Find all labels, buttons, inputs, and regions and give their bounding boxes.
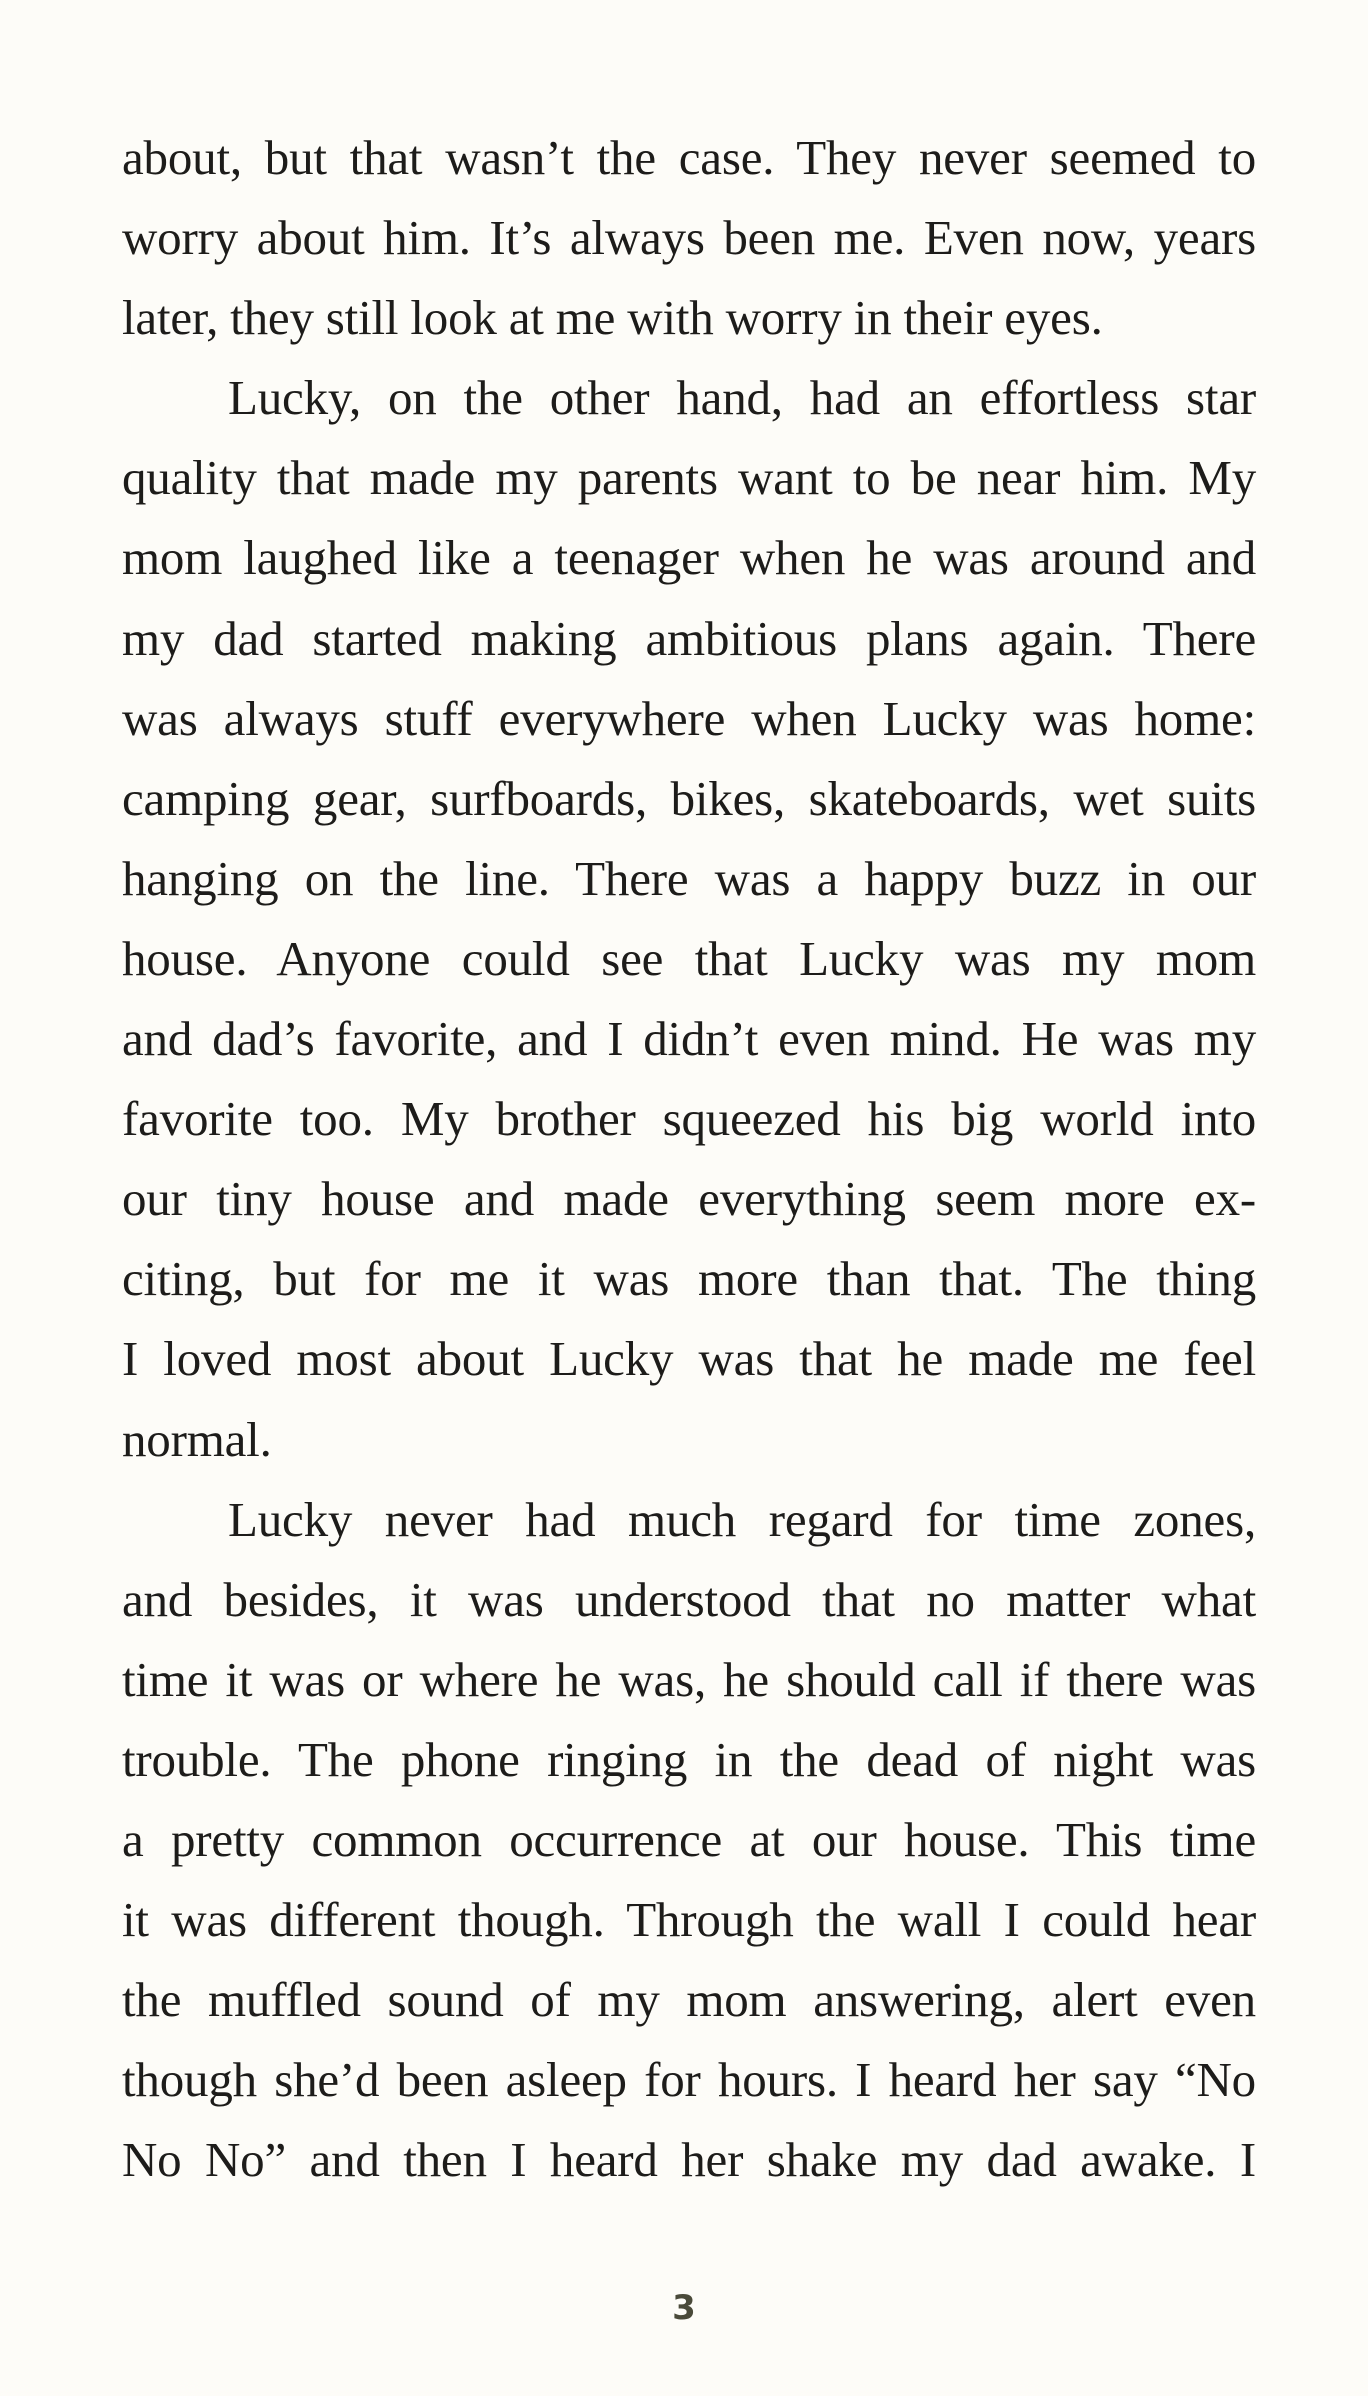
text-line: No No” and then I heard her shake my dad awake. I (122, 2132, 1256, 2188)
text-line: later, they still look at me with worry in their eyes. (122, 290, 1103, 346)
text-line: I loved most about Lucky was that he made me feel (122, 1331, 1256, 1387)
text-line: and besides, it was understood that no matter what (122, 1571, 1256, 1627)
text-line: was always stuff everywhere when Lucky was home: (122, 690, 1256, 746)
text-line: camping gear, surfboards, bikes, skateboards, wet suits (122, 770, 1256, 826)
text-line: time it was or where he was, he should call if there was (122, 1651, 1256, 1707)
body-text (122, 118, 1256, 2200)
text-line: it was different though. Through the wall I could hear (122, 1892, 1256, 1948)
text-line: trouble. The phone ringing in the dead of night was (122, 1731, 1256, 1787)
text-line: Lucky, on the other hand, had an effortless star (228, 370, 1256, 426)
text-line: favorite too. My brother squeezed his big world into (122, 1091, 1256, 1147)
text-line: the muffled sound of my mom answering, alert even (122, 1972, 1256, 2028)
text-line: our tiny house and made everything seem more ex- (122, 1171, 1256, 1227)
text-line: my dad started making ambitious plans again. There (122, 610, 1256, 666)
text-line: Lucky never had much regard for time zones, (228, 1491, 1256, 1547)
text-line: normal. (122, 1411, 272, 1467)
text-line: mom laughed like a teenager when he was around and (122, 530, 1256, 586)
page-number: 3 (672, 2288, 696, 2328)
text-line: house. Anyone could see that Lucky was my mom (122, 930, 1256, 986)
text-line: about, but that wasn’t the case. They never seemed to (122, 130, 1256, 185)
text-line: hanging on the line. There was a happy buzz in our (122, 850, 1256, 906)
text-line: though she’d been asleep for hours. I heard her say “No (122, 2052, 1256, 2108)
text-line: citing, but for me it was more than that. The thing (122, 1251, 1256, 1307)
text-line: and dad’s favorite, and I didn’t even mind. He was my (122, 1011, 1256, 1067)
text-line: worry about him. It’s always been me. Even now, years (122, 210, 1256, 266)
text-line: quality that made my parents want to be near him. My (122, 450, 1256, 506)
text-line: a pretty common occurrence at our house. This time (122, 1811, 1256, 1867)
